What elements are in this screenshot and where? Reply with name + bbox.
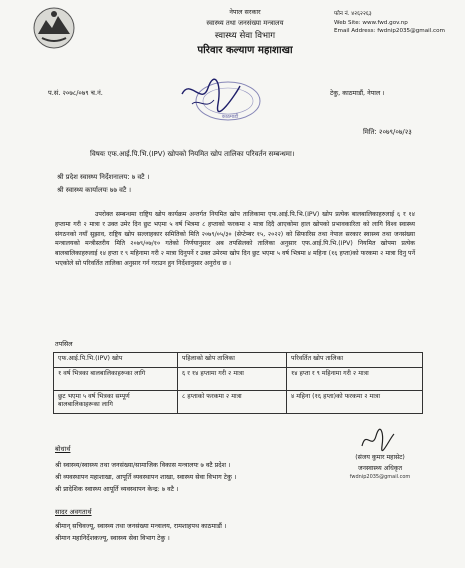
recipients-list: [57, 171, 149, 197]
letter-subject: विषयः एफ.आई.पि.भि.(IPV) खोपको नियमित खोप तालिका परिवर्तन सम्बन्धमा।: [90, 150, 295, 158]
body-paragraph: उपरोक्त सम्बन्धमा राष्ट्रिय खोप कार्यक्रम अन्तर्गत नियमित खोप तालिकामा एफ.आई.पि.भि.(IPV) खोप प्रत्येक बालबालिकाहरुलाई ६ र १४ हप्तामा गरी २ मात्रा र उक्त उमेर दिन छुट भएमा ५ वर्ष भित्रमा ८ हप्ताको फरकमा २ मात्रा दिदै आएकोमा हाल खोपको प्रभावकारिता को लागि विश्व स्वास्थ्य संगठनको नयाँ सुझाव, राष्ट्रिय खोप सल्लाहकार समितिको मिति २०७९/०५/३० (सेप्टेम्बर १५, २०२२) को सिफारिस तथा नेपाल सरकार स्वास्थ्य तथा जनसंख्या मन्त्रालयको मन्त्रीस्तरीय मिति २०७९/०७/१० गतेको निर्णयानुसार अब तपसिलको तालिका अनुसार एफ.आई.पि.भि.(IPV) नियमित खोपमा प्रत्येक बालबालिकाहरुलाई १४ हप्ता र ९ महिनामा गरी २ मात्रा दिनुपर्ने र उक्त उमेरमा खोप दिन छुट भएमा ५ वर्ष भित्रमा ४ महिना (१६ हप्ता)को फरकमा २ मात्रा दिनु पर्ने भएकोले सो परिवर्तित तालिका अनुसार गर्न गराउन हुन निर्देशानुसार अनुरोध छ ।: [55, 211, 415, 267]
officer-signature: [358, 428, 398, 452]
nepal-emblem-icon: [32, 6, 76, 50]
letterhead-division: परिवार कल्याण महाशाखा: [197, 45, 293, 57]
list-item: श्रीमान महानिर्देशकज्यू, स्वास्थ्य सेवा विभाग टेकु ।: [55, 534, 170, 543]
letterhead: [150, 8, 340, 58]
signatory-email: fwdnip2035@gmail.com: [349, 474, 411, 480]
contact-phone: फोन नं. ४२६२२६३: [334, 11, 372, 17]
list-item: श्री प्रादेशिक स्वास्थ्य आपूर्ति व्यवस्थापन केन्द्र: ७ वटै ।: [55, 485, 179, 494]
letterhead-department: स्वास्थ्य सेवा विभाग: [214, 31, 276, 42]
signatory-title: जनस्वास्थ्य अधिकृत: [357, 465, 403, 472]
vaccine-schedule-table: [53, 352, 423, 414]
list-item: श्री व्यवस्थापन महाशाखा, आपूर्ति व्यवस्थापन शाखा, स्वास्थ्य सेवा विभाग टेकु ।: [55, 473, 237, 482]
saadar-list: [55, 520, 226, 544]
table-cell: १४ हप्ता र ९ महिनामा गरी २ मात्रा: [287, 368, 423, 391]
tapsil-label: तपसिल: [55, 340, 73, 348]
stamp-text: काठमाडौं: [221, 114, 239, 120]
signatory-name: (संजय कुमार महासेट): [355, 454, 405, 461]
contact-website: Web Site: www.fwd.gov.np: [334, 19, 408, 26]
office-address: टेकु, काठमाडौं, नेपाल ।: [330, 89, 385, 97]
table-cell: १ वर्ष भित्रका बालबालिकाहरूका लागि: [54, 368, 178, 391]
table-header: परिवर्तित खोप तालिका: [287, 353, 423, 368]
recipient-item: श्री स्वास्थ्य कार्यालयः ७७ वटै ।: [57, 185, 132, 194]
list-item: श्री स्वास्थ्य/स्वास्थ्य तथा जनसंख्या/सामाजिक विकास मन्त्रालयः ७ वटै प्रदेश ।: [55, 461, 231, 469]
letterhead-government: नेपाल सरकार: [229, 8, 261, 16]
boddharth-list: [55, 459, 236, 496]
recipient-item: श्री प्रदेश स्वास्थ्य निर्देशनालय: ७ वटै ।: [57, 173, 150, 181]
letter-date: मिति: २०७९/०७/२३: [363, 128, 412, 136]
table-cell: ४ महिना (१६ हप्ता)को फरकमा २ मात्रा: [287, 391, 423, 414]
table-header-row: [54, 353, 423, 368]
table-cell: छुट भएमा ५ वर्ष भित्रका सम्पूर्ण बालबालिकाहरूका लागि: [54, 391, 178, 414]
contact-email: Email Address: fwdnip2035@gmail.com: [334, 28, 445, 35]
boddharth-heading: बोधार्थ: [55, 445, 71, 453]
table-header: एफ.आई.पि.भि.(IPV) खोप: [54, 353, 178, 368]
table-header: पहिलाको खोप तालिका: [178, 353, 287, 368]
table-cell: ६ र १४ हप्तामा गरी २ मात्रा: [178, 368, 287, 391]
reference-number: प.सं. २०७८/०७९ च.नं.: [48, 89, 103, 97]
official-stamp-signature: [178, 74, 268, 124]
table-cell: ८ हप्ताको फरकमा २ मात्रा: [178, 391, 287, 414]
letterhead-ministry: स्वास्थ्य तथा जनसंख्या मन्त्रालय: [206, 19, 284, 27]
saadar-heading: सादर अवगतार्थ: [55, 508, 92, 516]
letter-body: [55, 210, 415, 269]
contact-block: [334, 10, 462, 36]
table-row: [54, 391, 423, 414]
table-row: [54, 368, 423, 391]
list-item: श्रीमान् सचिवज्यू, स्वास्थ्य तथा जनसंख्या मन्त्रालय, रामशाहपथ काठमाडौं ।: [55, 522, 227, 530]
